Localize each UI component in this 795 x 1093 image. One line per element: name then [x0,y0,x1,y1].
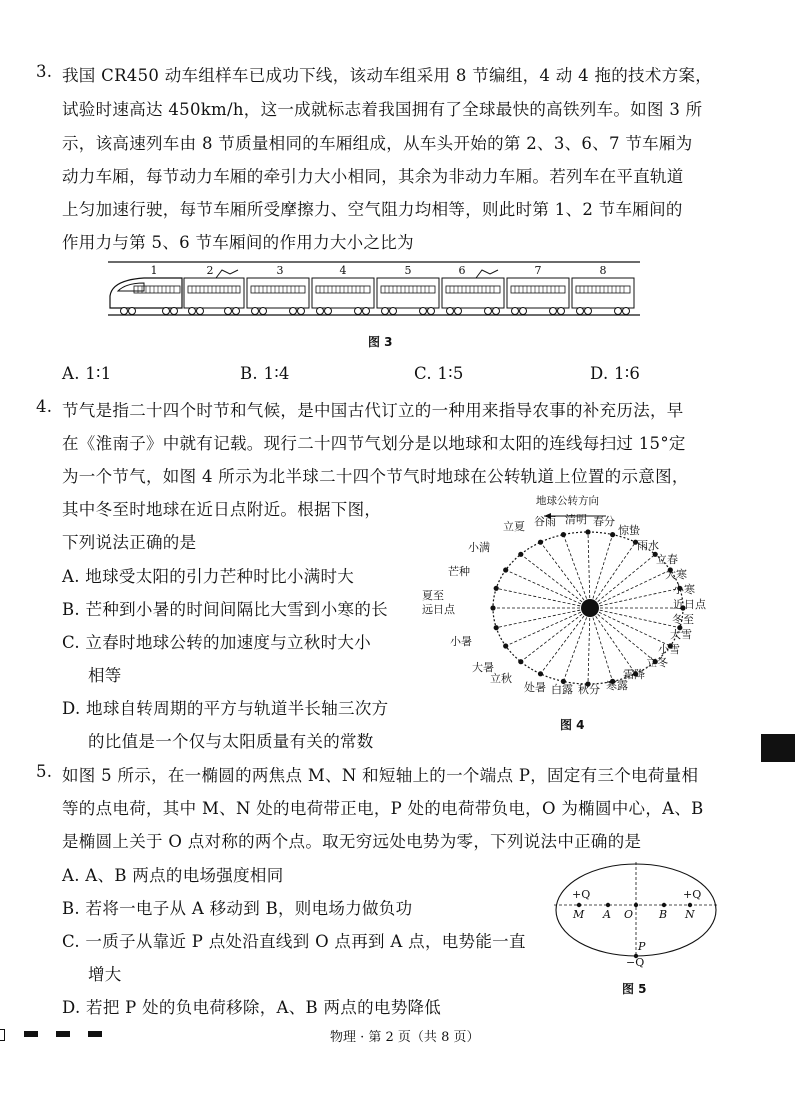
ellipse-charges-figure [552,858,722,968]
term-jingzhe: 惊蛰 [618,524,640,537]
label-m: M [573,908,585,921]
solar-terms-figure [418,490,718,706]
term-daxue: 大雪 [670,628,692,641]
train-figure [104,258,644,320]
earth-position-dot [503,567,508,572]
term-bailu: 白露 [551,683,573,696]
q5-line-3: 是椭圆上关于 O 点对称的两个点。取无穷远处电势为零，下列说法中正确的是 [62,832,642,851]
earth-position-dot [518,659,523,664]
car-number-7: 7 [534,264,542,277]
q4-option-b: B. 芒种到小暑的时间间隔比大雪到小寒的长 [62,600,388,619]
radial-line [588,532,590,608]
q4-line-2: 在《淮南子》中就有记载。现行二十四节气划分是以地球和太阳的连线每扫过 15°定 [62,434,686,453]
radial-line [588,608,590,684]
car-number-6: 6 [458,264,466,277]
earth-position-dot [503,643,508,648]
term-hanlu: 寒露 [606,679,628,692]
term-dahan: 大寒 [665,568,687,581]
earth-position-dot [494,586,499,591]
car-number-8: 8 [599,264,607,277]
car-number-3: 3 [276,264,284,277]
q3-line-6: 作用力与第 5、6 节车厢间的作用力大小之比为 [62,233,414,252]
label-n: N [685,908,695,921]
term-xiazhi: 夏至 [422,589,444,602]
earth-position-dot [585,529,590,534]
term-yushui: 雨水 [637,539,659,552]
q3-line-1: 我国 CR450 动车组样车已成功下线，该动车组采用 8 节编组，4 动 4 拖的技术方案， [62,66,713,85]
term-xiaoshu: 小暑 [450,635,472,648]
car-number-1: 1 [150,264,158,277]
q3-line-3: 示，该高速列车由 8 节质量相同的车厢组成，从车头开始的第 2、3、6、7 节车厢为 [62,134,693,153]
earth-position-dot [538,671,543,676]
perihelion-label: 近日点 [673,598,706,611]
earth-position-dot [494,625,499,630]
radial-line [590,608,670,646]
term-lidong: 立冬 [646,656,668,669]
radial-line [563,535,590,608]
term-chushu: 处暑 [524,681,546,694]
radial-line [541,608,591,674]
q4-line-1: 节气是指二十四个时节和气候，是中国古代订立的一种用来指导农事的补充历法，早 [62,401,684,420]
radial-line [590,570,670,608]
figure-4-caption: 图 4 [560,718,585,732]
radial-line [590,535,613,608]
footer-mark-1 [24,1031,38,1037]
q5-option-d: D. 若把 P 处的负电荷移除，A、B 两点的电势降低 [62,998,442,1017]
q4-option-d-line-2: 的比值是一个仅与太阳质量有关的常数 [88,732,374,751]
radial-line [590,608,636,674]
orbit-direction-label: 地球公转方向 [536,495,599,507]
aphelion-label: 远日点 [422,603,455,616]
q4-option-c-line-1: C. 立春时地球公转的加速度与立秋时大小 [62,633,372,652]
label-o: O [624,908,634,921]
point-a [606,903,610,907]
charge-p-label: −Q [626,956,645,968]
label-a: A [603,908,611,921]
q4-line-5: 下列说法正确的是 [62,533,197,552]
q3-option-d: D. 1∶6 [590,364,641,383]
charge-m-label: +Q [572,888,591,901]
q4-option-d-line-1: D. 地球自转周期的平方与轨道半长轴三次方 [62,699,389,718]
q5-line-1: 如图 5 所示，在一椭圆的两焦点 M、N 和短轴上的一个端点 P，固定有三个电荷量相 [62,766,699,785]
q5-option-c-line-1: C. 一质子从靠近 P 点处沿直线到 O 点再到 A 点，电势能一直 [62,932,526,951]
term-dashu: 大暑 [472,661,494,674]
q3-line-5: 上匀加速行驶，每节车厢所受摩擦力、空气阻力均相等，则此时第 1、2 节车厢间的 [62,200,683,219]
term-xiaohan: 小寒 [673,583,695,596]
term-chunfen: 春分 [593,515,615,528]
car-number-2: 2 [206,264,214,277]
figure-5-caption: 图 5 [622,982,647,996]
earth-position-dot [518,552,523,557]
q4-number: 4. [36,397,53,416]
q5-number: 5. [36,762,53,781]
sun [581,599,599,617]
side-tab-marker [761,734,795,762]
term-lichun: 立春 [656,553,678,566]
radial-line [563,608,590,681]
q4-option-a: A. 地球受太阳的引力芒种时比小满时大 [62,567,355,586]
earth-position-dot [561,532,566,537]
q5-option-a: A. A、B 两点的电场强度相同 [62,866,284,885]
term-liqiu: 立秋 [490,672,512,685]
q3-line-2: 试验时速高达 450km/h，这一成就标志着我国拥有了全球最快的高铁列车。如图 3 所 [62,100,703,119]
footer-mark-3 [88,1031,102,1037]
earth-position-dot [490,605,495,610]
pantograph-car-2 [216,270,238,278]
q3-option-a: A. 1∶1 [62,364,112,383]
q3-line-4: 动力车厢，每节动力车厢的牵引力大小相同，其余为非动力车厢。若列车在平直轨道 [62,167,684,186]
term-xiaoxue: 小雪 [658,643,680,656]
radial-line [506,608,590,646]
q4-option-c-line-2: 相等 [88,666,122,685]
point-n [688,903,692,907]
page-footer: 物理 · 第 2 页（共 8 页） [330,1030,480,1045]
term-qingming: 清明 [565,513,587,526]
q5-option-c-line-2: 增大 [88,965,122,984]
q5-option-b: B. 若将一电子从 A 移动到 B，则电场力做负功 [62,899,413,918]
figure-3-caption: 图 3 [368,335,393,349]
term-guyu: 谷雨 [534,515,556,528]
car-number-4: 4 [339,264,347,277]
radial-line [496,588,590,608]
radial-line [590,608,655,662]
term-dongzhi: 冬至 [672,613,694,626]
footer-edge-mark [0,1029,5,1041]
q3-number: 3. [36,62,53,81]
point-m [577,903,581,907]
term-shuangjiang: 霜降 [623,668,645,681]
q3-option-b: B. 1∶4 [240,364,290,383]
term-mangzhong: 芒种 [448,565,470,578]
term-xiaoman: 小满 [468,541,490,554]
radial-line [590,608,680,628]
radial-line [496,608,590,628]
car-number-5: 5 [404,264,412,277]
pantograph-car-6 [476,270,498,278]
footer-mark-2 [56,1031,70,1037]
q4-line-4: 其中冬至时地球在近日点附近。根据下图， [62,500,382,519]
radial-line [541,542,591,608]
q3-option-c: C. 1∶5 [414,364,464,383]
earth-position-dot [610,532,615,537]
label-b: B [659,908,668,921]
charge-n-label: +Q [683,888,702,901]
point-o [634,903,638,907]
radial-line [590,608,613,681]
term-lixia: 立夏 [503,520,525,533]
radial-line [590,542,636,608]
term-qiufen: 秋分 [578,683,600,696]
label-p: P [638,940,646,953]
point-b [662,903,666,907]
radial-line [590,588,680,608]
radial-line [506,570,590,608]
radial-line [590,554,655,608]
q5-line-2: 等的点电荷，其中 M、N 处的电荷带正电，P 处的电荷带负电，O 为椭圆中心，A、B [62,799,704,818]
q4-line-3: 为一个节气，如图 4 所示为北半球二十四个节气时地球在公转轨道上位置的示意图， [62,467,689,486]
earth-position-dot [538,540,543,545]
